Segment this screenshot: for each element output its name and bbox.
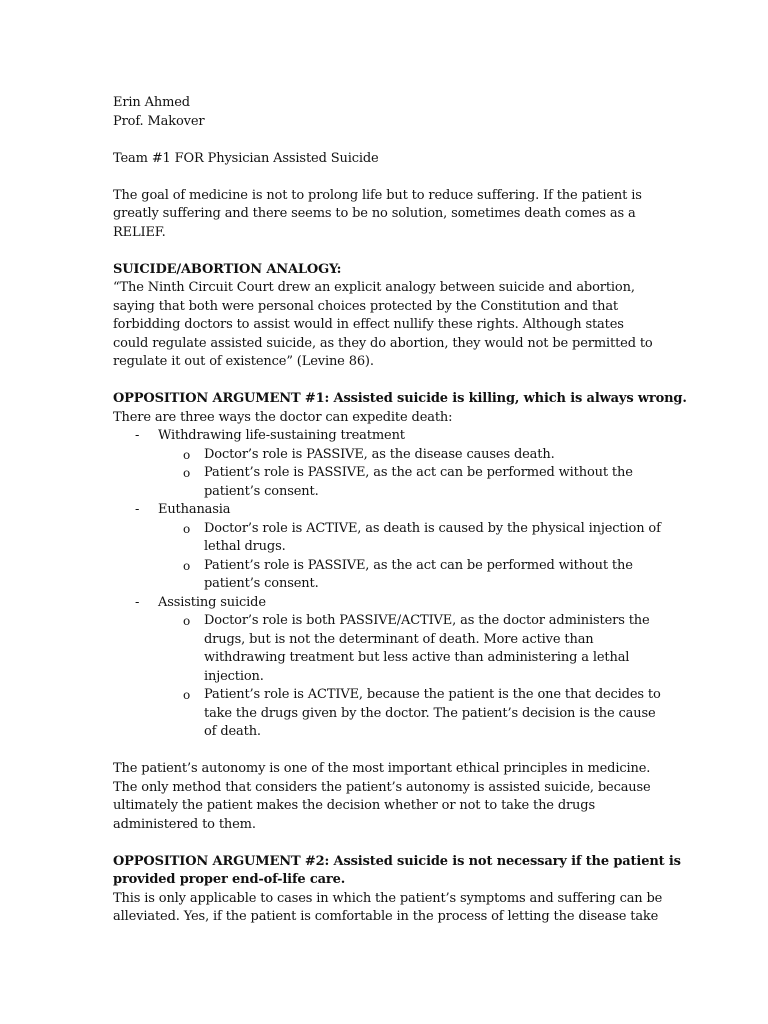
sub-item-line: drugs, but is not the determinant of death. More active than (204, 631, 594, 647)
section-heading: provided proper end-of-life care. (113, 872, 346, 887)
sub-item-line: Doctor’s role is both PASSIVE/ACTIVE, as the doctor administers the (204, 613, 650, 628)
spacer (113, 168, 658, 187)
analogy-section (113, 261, 658, 372)
list-item (113, 594, 658, 613)
quote-line: saying that both were personal choices protected by the Constitution and that (113, 298, 619, 314)
sub-list-item (113, 446, 658, 465)
sub-item-line: of death. (204, 724, 261, 739)
bullet-marker: o (183, 614, 191, 628)
paragraph-line: This is only applicable to cases in which the patient’s symptoms and suffering can be (113, 890, 663, 906)
quote-line: could regulate assisted suicide, as they do abortion, they would not be permitted to (113, 335, 653, 351)
paragraph-line: ultimately the patient makes the decision whether or not to take the drugs (113, 798, 595, 813)
author-name: Erin Ahmed (113, 95, 190, 110)
bullet-marker: o (183, 688, 191, 702)
sub-item-line: Patient’s role is PASSIVE, as the act can be performed without the (204, 465, 633, 480)
paragraph-line: administered to them. (113, 816, 256, 832)
document-title: Team #1 FOR Physician Assisted Suicide (113, 150, 379, 166)
bullet-marker: o (183, 558, 191, 573)
list-item (113, 427, 658, 446)
sub-item-line: Doctor’s role is ACTIVE, as death is caused by the physical injection of (204, 520, 661, 536)
paragraph-line: The only method that considers the patient’s autonomy is assisted suicide, because (113, 779, 651, 795)
sub-item-line: Doctor’s role is PASSIVE, as the disease causes death. (204, 446, 555, 462)
sub-item-line: take the drugs given by the doctor. The patient’s decision is the cause (204, 705, 656, 721)
paragraph-line: RELIEF. (113, 224, 166, 240)
spacer (113, 242, 658, 261)
paragraph-line: alleviated. Yes, if the patient is comfortable in the process of letting the disease take (113, 909, 659, 924)
spacer (113, 131, 658, 150)
sub-item-line: Patient’s role is PASSIVE, as the act can be performed without the (204, 557, 633, 573)
sub-list-item (113, 557, 658, 594)
bullet-marker: o (183, 521, 191, 536)
sub-item-line: lethal drugs. (204, 539, 286, 554)
quote-line: “The Ninth Circuit Court drew an explicit analogy between suicide and abortion, (113, 280, 635, 295)
spacer (113, 834, 658, 853)
sub-list-item (113, 464, 658, 501)
section-heading: SUICIDE/ABORTION ANALOGY: (113, 261, 342, 277)
sub-item-line: patient’s consent. (204, 483, 319, 499)
paragraph-line: greatly suffering and there seems to be no solution, sometimes death comes as a (113, 206, 636, 221)
intro-paragraph (113, 187, 658, 243)
sub-item-line: injection. (204, 668, 264, 684)
bullet-marker: o (183, 466, 191, 480)
list-item-label: Withdrawing life-sustaining treatment (158, 428, 405, 443)
dash-marker: - (135, 594, 140, 610)
spacer (113, 372, 658, 391)
paragraph-line: The patient’s autonomy is one of the most important ethical principles in medicine. (113, 761, 651, 776)
sub-item-line: Patient’s role is ACTIVE, because the patient is the one that decides to (204, 687, 661, 702)
sub-list-item (113, 612, 658, 686)
opposition-argument-2 (113, 853, 681, 927)
dash-marker: - (135, 502, 140, 517)
bullet-marker: o (183, 447, 191, 462)
opposition-argument-1 (113, 390, 687, 834)
document-body (113, 94, 687, 927)
section-heading: OPPOSITION ARGUMENT #2: Assisted suicide is not necessary if the patient is (113, 853, 681, 869)
list-item (113, 501, 658, 520)
spacer (113, 742, 658, 761)
quote-line: forbidding doctors to assist would in effect nullify these rights. Although states (113, 317, 624, 332)
list-item-label: Assisting suicide (158, 594, 266, 610)
lead-sentence: There are three ways the doctor can expedite death: (113, 409, 453, 425)
list-item-label: Euthanasia (158, 502, 231, 517)
quote-line: regulate it out of existence” (Levine 86). (113, 354, 374, 369)
section-heading: OPPOSITION ARGUMENT #1: Assisted suicide is killing, which is always wrong. (113, 391, 687, 406)
professor-name: Prof. Makover (113, 113, 205, 129)
dash-marker: - (135, 428, 140, 443)
paragraph-line: The goal of medicine is not to prolong life but to reduce suffering. If the patient is (113, 187, 642, 203)
sub-item-line: patient’s consent. (204, 576, 319, 591)
sub-list-item (113, 686, 661, 742)
sub-list-item (113, 520, 661, 557)
conclusion-paragraph (113, 760, 658, 834)
sub-item-line: withdrawing treatment but less active than administering a lethal (204, 650, 630, 665)
